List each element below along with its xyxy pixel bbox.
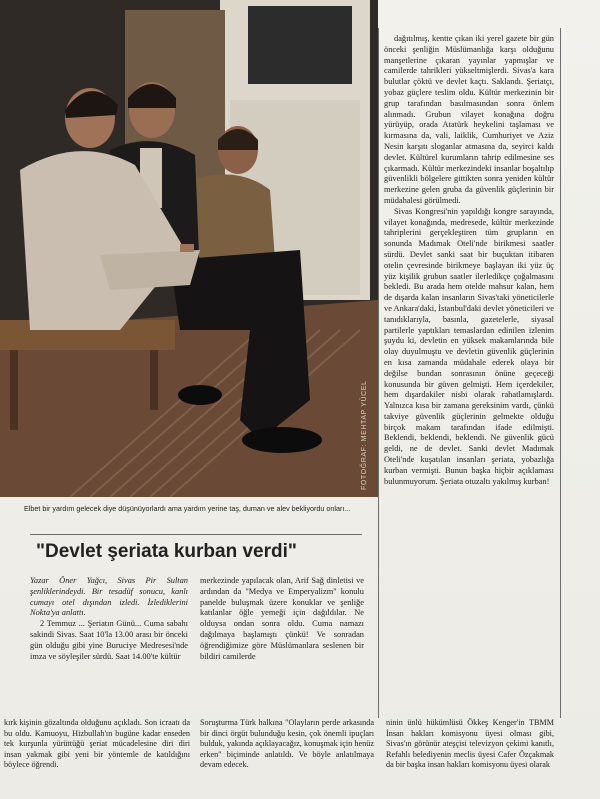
- right-column-text: [384, 34, 554, 714]
- article-photo: [0, 0, 378, 497]
- photo-credit: FOTOĞRAF: MEHTAP YÜCEL: [361, 380, 368, 490]
- photo-caption: Elbet bir yardım gelecek diye düşünüyorlardı ama yardım yerine taş, duman ve alev bekliyordu onları...: [24, 504, 351, 513]
- article-paragraph: merkezinde yapılacak olan, Arif Sağ dinletisi ve ardından da "Medya ve Emperyalizm" konulu panelde buluşmak üzere konuklar ve şenliğe katılanlar öğle yemeği için dağıldılar. Ne olduysa ondan sonra oldu. Cuma namazı dağılmaya başlamıştı çünkü! Ve sonradan öğrendiğimize göre Müslümanlara seslenen bir bildiri camilerde: [200, 576, 364, 661]
- headline-rule: [30, 534, 362, 535]
- article-paragraph: 2 Temmuz ... Şeriatın Günü... Cuma sabahı sakindi Sivas. Saat 10'la 13.00 arası bir önceki gün olduğu gibi yine Buruciye Medresesi'nde imza ve söyleşiler sürdü. Saat 14.00'te kültür: [30, 619, 188, 661]
- bottom-column-2: Soruşturma Türk halkına "Olayların perde arkasında bir dinci örgüt bulunduğu kesin, çok önemli ipuçları bulduk, yakında açıklayacağız, konuşmak için henüz erken" biçiminde anlatıldı. Ve böyle anlatılmaya devam edecek.: [200, 718, 374, 769]
- bottom-column-3: ninin ünlü hükümlüsü Ökkeş Kenger'in TBMM İnsan hakları komisyonu üyesi olması gibi, Sivas'ın görünür ateşçisi televizyon çekimi kanıtlı, Refahlı belediyenin meclis üyesi Cafer Özçakmak da bir başka insan hakları komisyonu üyesi olarak: [386, 718, 554, 769]
- bottom-column-1: kırk kişinin gözaltında olduğunu açıkladı. Son icraatı da bu oldu. Kamuoyu, Hizbullah'ın bugüne kadar enseden tek kurşunla yürüttüğü şeriat mücadelesine diri diri insan yakmak gibi yeni bir yöntemle de katıldığını böylece öğrendi.: [4, 718, 190, 769]
- article-headline: "Devlet şeriata kurban verdi": [36, 541, 297, 562]
- article-column-2: [200, 576, 364, 706]
- column-rule: [560, 28, 561, 718]
- article-intro: Yazar Öner Yağcı, Sivas Pir Sultan şenliklerindeydi. Bir tesadüf sonucu, kanlı cumayı otel dışından izledi. İzlediklerini Nokta'ya anlattı.: [30, 576, 188, 618]
- column-rule: [378, 28, 379, 718]
- photo-illustration: [0, 0, 378, 497]
- article-column-1: [30, 576, 188, 706]
- right-paragraph: Sivas Kongresi'nin yapıldığı kongre sarayında, vilayet konağında, medresede, kültür merkezinde tahriplerini gerçekleştiren tüm grupların en sonunda Madımak Oteli'nde birikmesi saatler sürdü. Devlet sanki saat bir buçuktan itibaren otelin çevresinde birikmeye başlayan iki yüz üç yüz kişilik grubun saatler ilerledikçe çoğalmasını bekledi. Bu arada hem otelde mahsur kalan, hem de dışarda kalan insanların Sivas'taki yöneticilerle ve Ankara'daki, İstanbul'daki devlet yöneticileri ve tanıdıklarıyla, basınla, gazetelerle, siyasal partilerle yaptıkları temaslardan edinilen izlenim şuydu ki, devletin en yüksek makamlarında bile olay duyulmuştu ve devletin güvenlik güçlerinin en kısa zamanda müdahale ederek olaya bir değilse bundan sonrasının önüne geçeceği konusunda bir güven gelmişti. Hem içerdekiler, hem dışardakiler nisbi olarak rahatlamışlardı. Yalnızca kısa bir zamana gereksinim vardı, çünkü takviye güvenlik güçlerinin gelmekte olduğu birçok makam tarafından ifade edilmişti. Beklendi, beklendi, beklendi. Ne güvenlik gücü geldi, ne de devlet. Sanki devlet Madımak Oteli'nde kuşatılan insanları şeriata, yobazlığa kurban vermişti. Bunun başka hiçbir açıklaması bulunmuyorum. Şeriata otuzaltı yakılmış kurban!: [384, 206, 554, 486]
- right-paragraph: dağıtılmış, kentte çıkan iki yerel gazete bir gün önceki şenliğin Müslümanlığa karşı olduğunu manşetlerine çıkaran yayınlar yapmışlar ve camilerde tahrikleri yükseltmişlerdi. Sivas'a kara bulutlar çöktü ve devlet kaçtı. Saklandı. Şeriatçı, yobaz güçlere teslim oldu. Kültür merkezinin bir grup tarafından basılmasından sonra önlem alınmadı. Grubun vilayet konağına doğru yürüyüp, orada Atatürk heykelini taşlaması ve kırmasına da, vali, laiklik, Cumhuriyet ve Aziz Nesin karşıtı sloganlar atmasına da, seyirci kaldı devlet. Kültürel kurumların tahrip edilmesine ses çıkarmadı. Kültür merkezindeki insanlar boşaltılıp güvenlikli bölgelere gittikten sonra yeniden kültür merkezine gelen gruba da güvenlik güçlerinin bir müdahalesi görülmedi.: [384, 34, 554, 205]
